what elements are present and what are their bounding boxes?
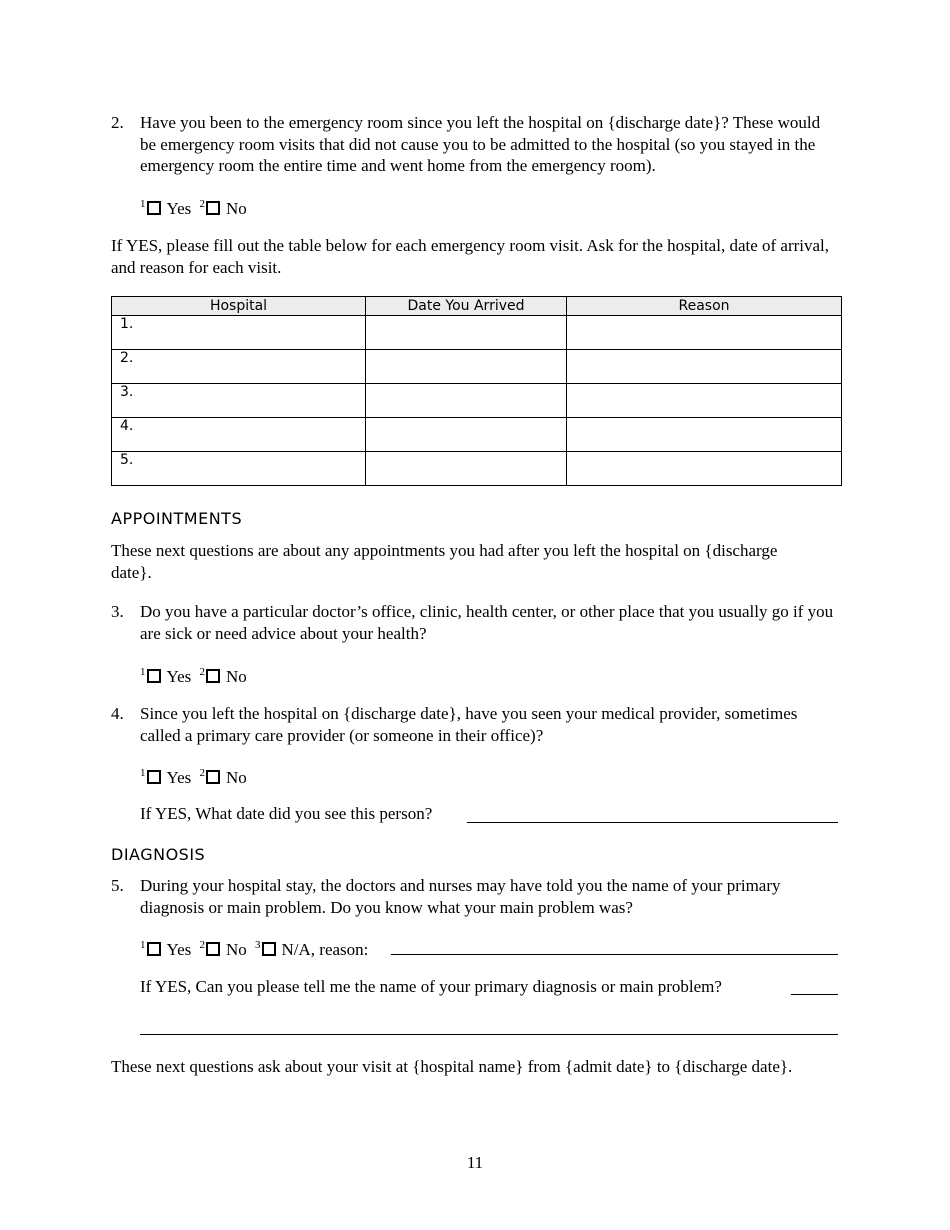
q4-option-yes[interactable]: $^1$ Yes xyxy=(140,767,192,787)
date-cell[interactable] xyxy=(366,350,567,384)
closing-text: These next questions ask about your visit at {hospital name} from {admit date} to {discharge date}. xyxy=(111,1057,793,1076)
na-reason-answer-line[interactable] xyxy=(391,954,838,955)
q3-option-no[interactable]: $^2$ No xyxy=(199,666,247,686)
date-cell[interactable] xyxy=(366,316,567,350)
column-header-reason: Reason xyxy=(567,297,842,316)
table-row xyxy=(112,452,842,486)
hospital-cell[interactable]: 1. xyxy=(112,316,366,350)
question-5-text: During your hospital stay, the doctors and nurses may have told you the name of your primary diagnosis or main problem. Do you know what your main problem was? xyxy=(140,876,781,917)
table-row xyxy=(112,384,842,418)
date-cell[interactable] xyxy=(366,384,567,418)
question-3-number: 3. xyxy=(111,602,124,621)
question-2-number: 2. xyxy=(111,113,124,132)
q5-option-na[interactable]: $^3$ N/A, reason: xyxy=(255,939,369,959)
hospital-cell[interactable]: 2. xyxy=(112,350,366,384)
date-cell[interactable] xyxy=(366,418,567,452)
reason-cell[interactable] xyxy=(567,350,842,384)
question-3-options xyxy=(140,661,251,688)
reason-cell[interactable] xyxy=(567,316,842,350)
q5-option-no[interactable]: $^2$ No xyxy=(199,939,247,959)
column-header-date-arrived: Date You Arrived xyxy=(366,297,567,316)
q4-option-no[interactable]: $^2$ No xyxy=(199,767,247,787)
checkbox[interactable] xyxy=(206,942,220,956)
q5-option-yes[interactable]: $^1$ Yes xyxy=(140,939,192,959)
checkbox[interactable] xyxy=(147,669,161,683)
appointments-intro: These next questions are about any appointments you had after you left the hospital on {discharge date}. xyxy=(111,541,778,582)
checkbox[interactable] xyxy=(206,201,220,215)
question-2-options xyxy=(140,193,251,220)
checkbox[interactable] xyxy=(147,770,161,784)
question-3-text: Do you have a particular doctor’s office, clinic, health center, or other place that you usually go if you are sick or need advice about your health? xyxy=(140,602,834,643)
q2-option-no[interactable]: $^2$ No xyxy=(199,198,247,218)
visit-date-answer-line[interactable] xyxy=(467,822,838,823)
diagnosis-heading: DIAGNOSIS xyxy=(111,845,206,864)
hospital-cell[interactable]: 5. xyxy=(112,452,366,486)
q3-option-yes[interactable]: $^1$ Yes xyxy=(140,666,192,686)
reason-cell[interactable] xyxy=(567,384,842,418)
diagnosis-answer-line-short[interactable] xyxy=(791,994,838,995)
question-5-options xyxy=(140,934,372,961)
table-row xyxy=(112,418,842,452)
checkbox[interactable] xyxy=(262,942,276,956)
table-row xyxy=(112,316,842,350)
er-intro-text: If YES, please fill out the table below for each emergency room visit. Ask for the hospital, date of arrival, and reason for each visit. xyxy=(111,236,830,277)
checkbox[interactable] xyxy=(206,669,220,683)
question-4-number: 4. xyxy=(111,704,124,723)
q4-followup-label: If YES, What date did you see this person? xyxy=(140,804,433,823)
checkbox[interactable] xyxy=(147,201,161,215)
hospital-cell[interactable]: 4. xyxy=(112,418,366,452)
question-5-number: 5. xyxy=(111,876,124,895)
q5-followup-label: If YES, Can you please tell me the name of your primary diagnosis or main problem? xyxy=(140,977,722,996)
reason-cell[interactable] xyxy=(567,418,842,452)
question-2-text: Have you been to the emergency room since you left the hospital on {discharge date}? These would be emergency room visits that did not cause you to be admitted to the hospital (so you stayed in the emergency room the entire time and went home from the emergency room). xyxy=(140,113,821,175)
table-row xyxy=(112,350,842,384)
question-4-text: Since you left the hospital on {discharge date}, have you seen your medical provider, sometimes called a primary care provider (or someone in their office)? xyxy=(140,704,798,745)
hospital-cell[interactable]: 3. xyxy=(112,384,366,418)
checkbox[interactable] xyxy=(206,770,220,784)
table-header-row xyxy=(112,297,842,316)
page-number: 11 xyxy=(466,1153,484,1172)
appointments-heading: APPOINTMENTS xyxy=(111,509,243,528)
date-cell[interactable] xyxy=(366,452,567,486)
column-header-hospital: Hospital xyxy=(112,297,366,316)
question-4-options xyxy=(140,762,251,789)
reason-cell[interactable] xyxy=(567,452,842,486)
diagnosis-answer-line-full[interactable] xyxy=(140,1034,838,1035)
er-visits-table xyxy=(111,296,842,486)
checkbox[interactable] xyxy=(147,942,161,956)
q2-option-yes[interactable]: $^1$ Yes xyxy=(140,198,192,218)
